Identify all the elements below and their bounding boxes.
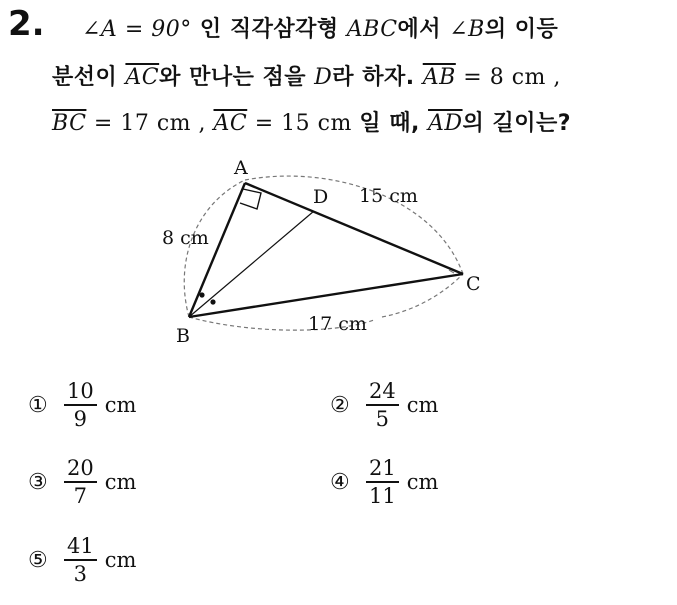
numerator: 24 (366, 378, 399, 406)
angle-mark (199, 292, 204, 297)
choice-1[interactable] (28, 378, 136, 432)
fraction (366, 378, 399, 432)
segment-ab: $\overline{AB}$ (422, 65, 456, 90)
text: 와 만나는 점을 (159, 65, 315, 90)
denominator: 3 (73, 562, 88, 586)
segment-ad: $\overline{AD}$ (428, 111, 463, 136)
unit: cm (104, 393, 137, 417)
question-line-2 (52, 60, 561, 91)
denominator: 9 (73, 407, 88, 431)
label-c: C (466, 273, 481, 295)
numerator: 20 (64, 455, 97, 483)
choice-5[interactable] (28, 533, 136, 587)
unit: cm (104, 470, 137, 494)
numerator: 21 (366, 455, 399, 483)
choice-marker: ⑤ (28, 547, 48, 573)
choice-marker: ④ (330, 469, 350, 495)
choice-3[interactable] (28, 455, 136, 509)
question-line-3 (52, 106, 571, 137)
angle-a: ∠A = 90° (82, 17, 192, 42)
label-d: D (313, 186, 329, 208)
choice-marker: ③ (28, 469, 48, 495)
fraction (64, 378, 97, 432)
triangle-figure (160, 152, 500, 352)
choice-marker: ① (28, 392, 48, 418)
segment-ac: $\overline{AC}$ (213, 111, 248, 136)
question-line-1 (82, 12, 558, 43)
denominator: 11 (369, 484, 396, 508)
text: 라 하자. (332, 65, 423, 90)
segment-ac: $\overline{AC}$ (125, 65, 160, 90)
side-ab (189, 183, 245, 317)
angle-mark (210, 299, 215, 304)
problem-number: 2. (8, 4, 45, 44)
denominator: 7 (73, 484, 88, 508)
text: 분선이 (52, 65, 126, 90)
text: 에서 (397, 17, 450, 42)
segment-bc: $\overline{BC}$ (52, 111, 87, 136)
label-b: B (176, 325, 190, 347)
numerator: 41 (64, 533, 97, 561)
text: 의 길이는? (462, 111, 571, 136)
label-a: A (234, 157, 248, 179)
side-bc (189, 274, 463, 317)
side-ac (245, 183, 463, 274)
label-bc-length: 17 cm (308, 313, 367, 335)
segment-ab-value: = 8 cm , (455, 65, 561, 90)
fraction (64, 455, 97, 509)
point-d: D (314, 65, 333, 90)
text: 인 직각삼각형 (191, 17, 347, 42)
unit: cm (104, 548, 137, 572)
numerator: 10 (64, 378, 97, 406)
segment-ac-value: = 15 cm (247, 111, 360, 136)
angle-b: ∠B (449, 17, 485, 42)
unit: cm (406, 470, 439, 494)
right-angle-mark (240, 189, 261, 209)
triangle-name: ABC (346, 17, 398, 42)
fraction (64, 533, 97, 587)
label-ab-length: 8 cm (162, 227, 209, 249)
unit: cm (406, 393, 439, 417)
choice-4[interactable] (330, 455, 438, 509)
text: 일 때, (359, 111, 429, 136)
segment-bc-value: = 17 cm , (86, 111, 214, 136)
label-ac-length: 15 cm (359, 185, 418, 207)
denominator: 5 (375, 407, 390, 431)
text: 의 이등 (484, 17, 559, 42)
choice-2[interactable] (330, 378, 438, 432)
fraction (366, 455, 399, 509)
choice-marker: ② (330, 392, 350, 418)
